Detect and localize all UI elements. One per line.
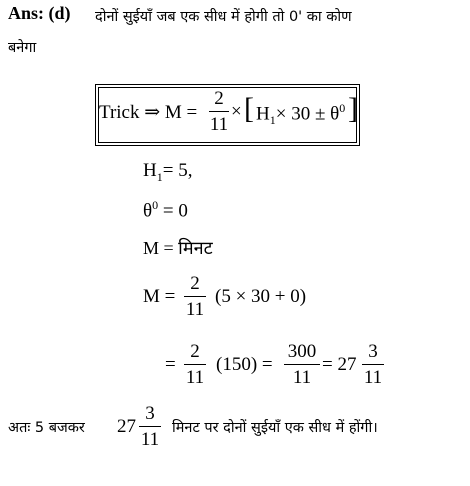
- trick-bracket-close: ]: [348, 92, 358, 125]
- given-theta-value: = 0: [158, 200, 188, 222]
- given-m-text: M = मिनट: [143, 238, 213, 258]
- conclusion-fraction: [139, 403, 161, 451]
- trick-prefix: Trick ⇒ M =: [99, 102, 198, 123]
- calc1-frac-den: 11: [185, 299, 205, 320]
- given-h1-label: H: [143, 160, 157, 181]
- trick-times: ×: [231, 101, 242, 122]
- given-theta-label: θ: [143, 200, 153, 222]
- calc2-eq2: = 27: [322, 354, 357, 375]
- given-m-line: [143, 236, 213, 260]
- calc1-expression: (5 × 30 + 0): [215, 286, 307, 307]
- answer-line-2: बनेगा: [8, 40, 37, 56]
- given-h1: [143, 160, 192, 185]
- given-theta: [143, 198, 188, 222]
- conclusion-prefix: अतः 5 बजकर: [8, 420, 85, 436]
- trick-frac-num: 2: [214, 88, 224, 109]
- trick-bracket-open: [: [244, 92, 254, 125]
- given-h1-sub: 1: [156, 169, 163, 184]
- trick-expr-h-sub: 1: [269, 113, 276, 128]
- trick-frac-den: 11: [209, 114, 229, 135]
- calc2-frac3-num: 3: [368, 341, 378, 362]
- calc2-frac1-num: 2: [190, 341, 200, 362]
- trick-expr-sup: 0: [339, 101, 346, 115]
- calc2-fraction-2: [284, 341, 320, 389]
- trick-expr-rest: × 30 ± θ: [275, 103, 340, 125]
- calc1-fraction: [184, 273, 206, 321]
- calc2-frac3-den: 11: [363, 367, 383, 388]
- trick-fraction: [209, 88, 229, 136]
- calc2-frac1-den: 11: [185, 367, 205, 388]
- calc2-fraction-3: [362, 341, 384, 389]
- given-theta-sup: 0: [152, 198, 159, 212]
- calc1-frac-num: 2: [190, 273, 200, 294]
- trick-expr-h: H: [256, 103, 270, 125]
- trick-expression: [256, 101, 345, 128]
- calc2-fraction-1: [184, 341, 206, 389]
- calc2-frac2-den: 11: [292, 367, 312, 388]
- calc2-paren: (150) =: [216, 354, 273, 375]
- conclusion-whole: 27: [117, 416, 136, 437]
- conclusion-frac-den: 11: [140, 429, 160, 450]
- conclusion-suffix: मिनट पर दोनों सुईयाँ एक सीध में होंगी।: [172, 420, 378, 436]
- conclusion-frac-num: 3: [145, 403, 155, 424]
- calc2-frac2-num: 300: [287, 341, 317, 362]
- answer-label: Ans: (d): [8, 3, 71, 23]
- given-h1-value: = 5,: [162, 160, 193, 181]
- calc2-eq: =: [165, 354, 176, 375]
- answer-line-1: दोनों सुईयाँ जब एक सीध में होगी तो 0' का कोण: [95, 9, 352, 25]
- calc1-lhs: M =: [143, 286, 176, 307]
